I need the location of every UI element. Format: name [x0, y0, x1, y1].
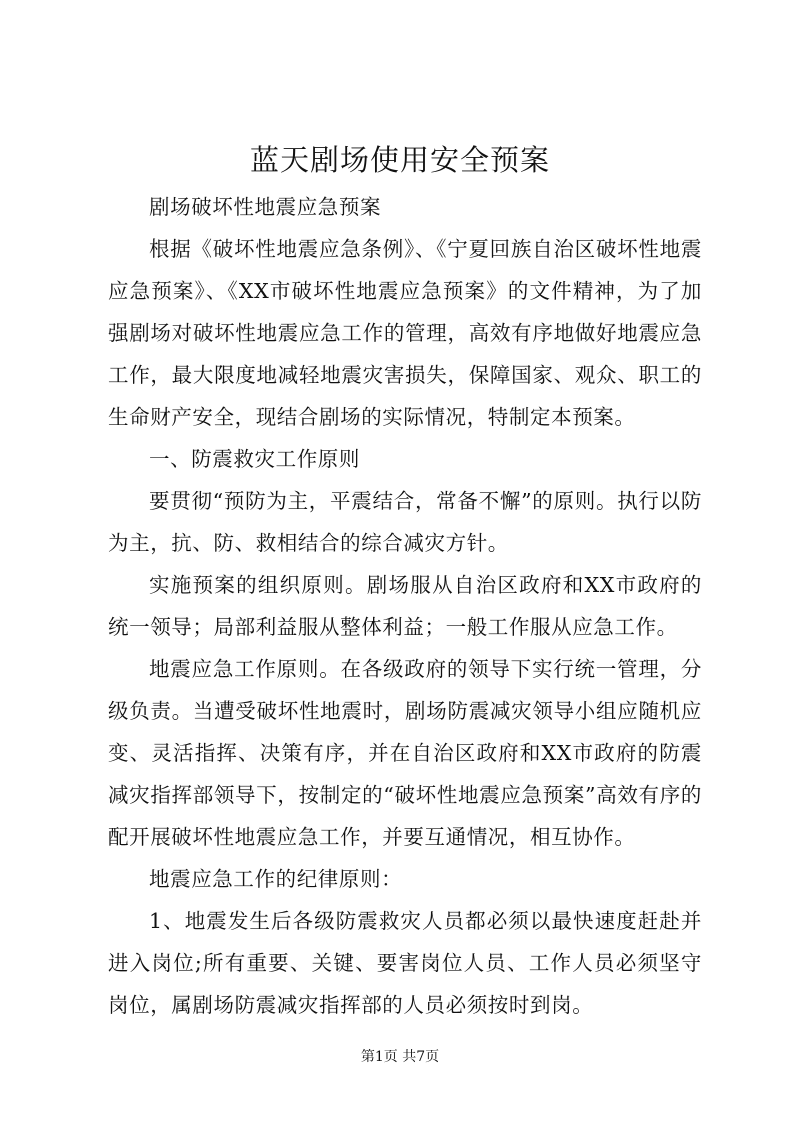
section-heading-earthquake-plan: 剧场破坏性地震应急预案: [149, 195, 382, 219]
document-title: 蓝天剧场使用安全预案: [249, 143, 550, 177]
section-heading-principles: 一、防震救灾工作原则: [149, 447, 360, 471]
paragraph-discipline-item-1: 1、地震发生后各级防震救灾人员都必须以最快速度赶赴并进入岗位;所有重要、关键、要害岗位人员、工作人员必须坚守岗位，属剧场防震减灾指挥部的人员必须按时到岗。: [108, 909, 702, 1017]
paragraph-emergency-principle: 地震应急工作原则。在各级政府的领导下实行统一管理，分级负责。当遭受破坏性地震时，剧场防震减灾领导小组应随机应变、灵活指挥、决策有序，并在自治区政府和XX市政府的防震减灾指挥部领导下，按制定的“破坏性地震应急预案”高效有序的配开展破坏性地震应急工作，并要互通情况，相互协作。: [108, 657, 702, 849]
page-number-footer: 第1页 共7页: [360, 1049, 440, 1065]
document-body: [108, 186, 702, 1026]
paragraph-prevention-principle: 要贯彻“预防为主，平震结合，常备不懈”的原则。执行以防为主，抗、防、救相结合的综合减灾方针。: [108, 489, 702, 555]
paragraph-discipline-heading: 地震应急工作的纪律原则：: [149, 867, 403, 891]
paragraph-organization-principle: 实施预案的组织原则。剧场服从自治区政府和XX市政府的统一领导；局部利益服从整体利益；一般工作服从应急工作。: [108, 573, 702, 639]
paragraph-purpose: 根据《破坏性地震应急条例》、《宁夏回族自治区破坏性地震应急预案》、《XX市破坏性地震应急预案》的文件精神，为了加强剧场对破坏性地震应急工作的管理，高效有序地做好地震应急工作，最大限度地减轻地震灾害损失，保障国家、观众、职工的生命财产安全，现结合剧场的实际情况，特制定本预案。: [108, 237, 702, 429]
